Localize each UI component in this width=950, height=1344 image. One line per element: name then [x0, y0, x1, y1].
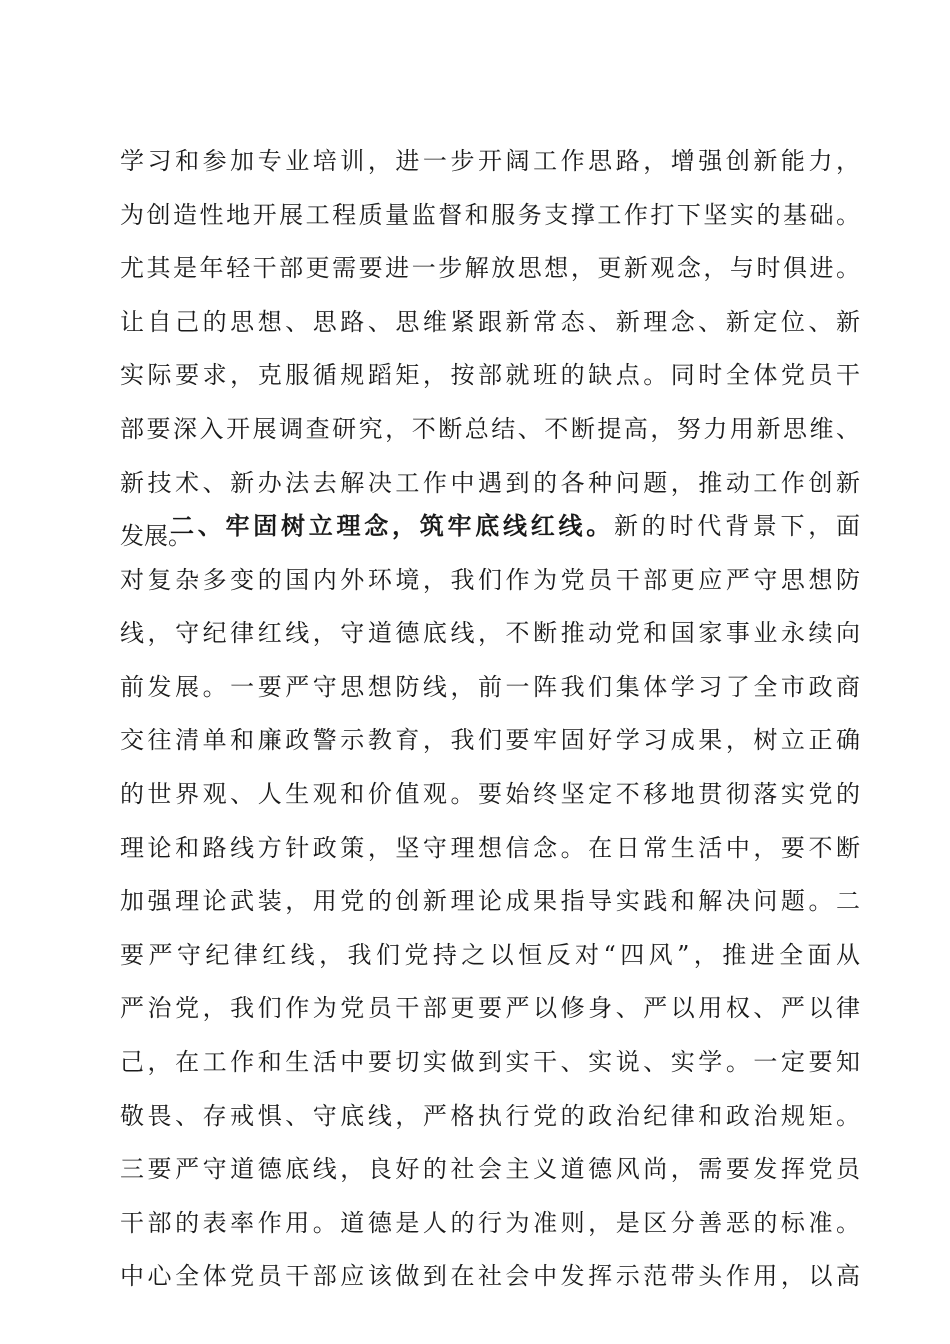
text-line: 理论和路线方针政策，坚守理想信念。在日常生活中，要不断	[120, 833, 860, 862]
text-line: 部要深入开展调查研究，不断总结、不断提高，努力用新思维、	[120, 414, 860, 443]
text-line: 三要严守道德底线，良好的社会主义道德风尚，需要发挥党员	[120, 1155, 860, 1184]
text-line: 尤其是年轻干部更需要进一步解放思想，更新观念，与时俱进。	[120, 254, 860, 283]
text-line: 交往清单和廉政警示教育，我们要牢固好学习成果，树立正确	[120, 726, 860, 755]
text-line: 让自己的思想、思路、思维紧跟新常态、新理念、新定位、新	[120, 307, 860, 336]
text-line: 学习和参加专业培训，进一步开阔工作思路，增强创新能力，	[120, 147, 860, 175]
text-line: 己，在工作和生活中要切实做到实干、实说、实学。一定要知	[120, 1047, 860, 1076]
text-line: 前发展。一要严守思想防线，前一阵我们集体学习了全市政商	[120, 672, 860, 701]
text-line: 中心全体党员干部应该做到在社会中发挥示范带头作用，以高	[120, 1262, 860, 1291]
text-line: 实际要求，克服循规蹈矩，按部就班的缺点。同时全体党员干	[120, 361, 860, 390]
text-line: 干部的表率作用。道德是人的行为准则，是区分善恶的标准。	[120, 1208, 860, 1237]
text-line: 发展。	[120, 522, 192, 551]
section-heading: 二、牢固树立理念，筑牢底线红线。	[170, 512, 614, 540]
heading-line-text: 新的时代背景下，面	[614, 512, 860, 540]
text-line: 严治党，我们作为党员干部更要严以修身、严以用权、严以律	[120, 994, 860, 1023]
section-heading-line	[120, 500, 860, 554]
text-line: 新技术、新办法去解决工作中遇到的各种问题，推动工作创新	[120, 468, 860, 497]
text-line: 对复杂多变的国内外环境，我们作为党员干部更应严守思想防	[120, 565, 860, 594]
text-line: 为创造性地开展工程质量监督和服务支撑工作打下坚实的基础。	[120, 200, 860, 229]
text-line: 要严守纪律红线，我们党持之以恒反对“四风”，推进全面从	[120, 940, 860, 969]
section-two-paragraph	[120, 500, 860, 1304]
text-line: 加强理论武装，用党的创新理论成果指导实践和解决问题。二	[120, 887, 860, 916]
text-line: 的世界观、人生观和价值观。要始终坚定不移地贯彻落实党的	[120, 779, 860, 808]
text-line: 敬畏、存戒惧、守底线，严格执行党的政治纪律和政治规矩。	[120, 1101, 860, 1130]
text-line: 线，守纪律红线，守道德底线，不断推动党和国家事业永续向	[120, 619, 860, 648]
